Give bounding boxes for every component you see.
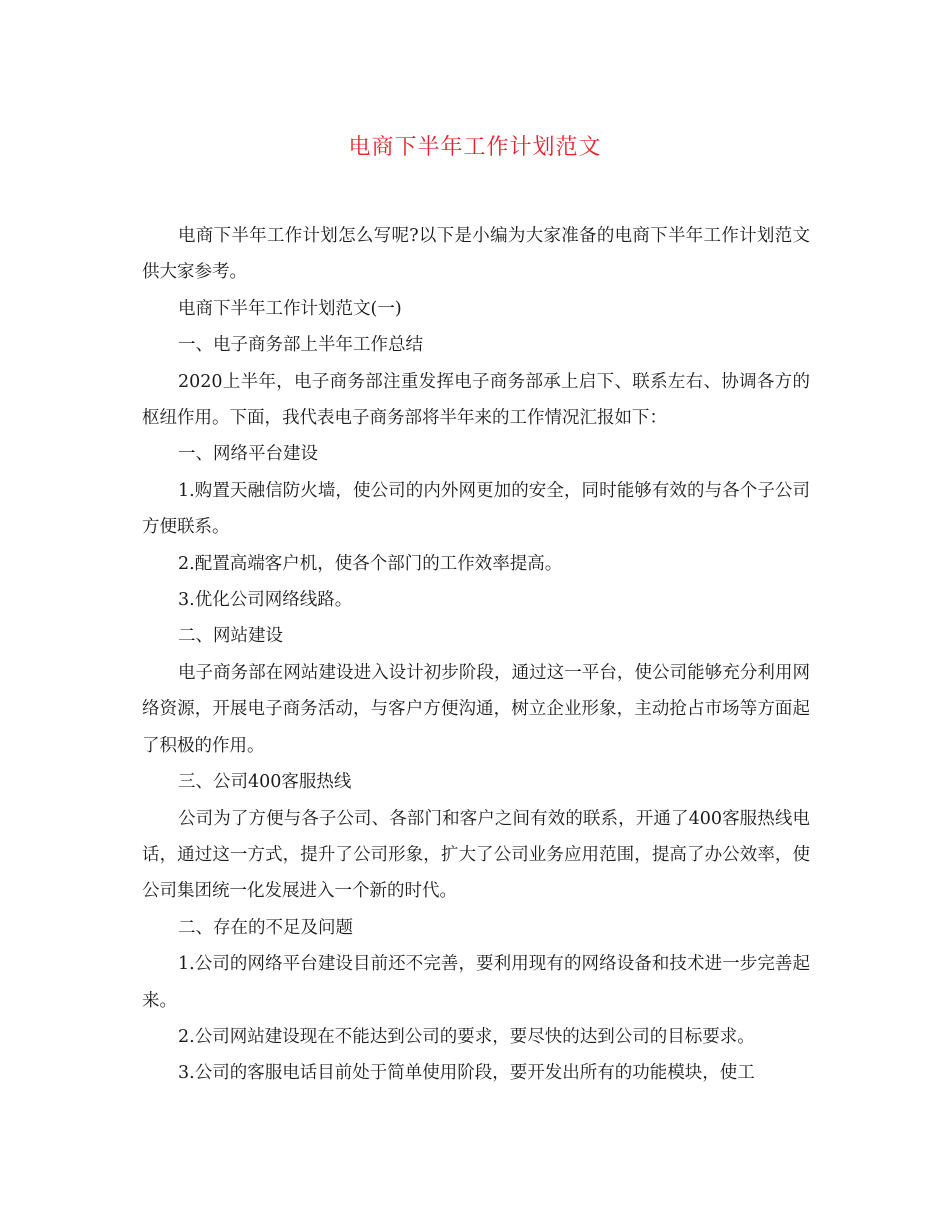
list-item-client-machines: 2.配置高端客户机，使各个部门的工作效率提高。 [178,553,563,574]
document-body [142,218,810,1092]
section-heading-first-half-summary: 一、电子商务部上半年工作总结 [178,335,423,356]
list-item-problem-hotline: 3.公司的客服电话目前处于简单使用阶段，要开发出所有的功能模块，使工 [178,1063,755,1084]
document-title: 电商下半年工作计划范文 [348,135,602,160]
website-paragraph: 电子商务部在网站建设进入设计初步阶段，通过这一平台，使公司能够充分利用网络资源，开展电子商务活动，与客户方便沟通，树立企业形象，主动抢占市场等方面起了积极的作用。 [142,662,810,756]
subheading-network-platform: 一、网络平台建设 [178,444,318,465]
section-heading-sample-one: 电商下半年工作计划范文(一) [178,298,402,319]
subheading-hotline: 三、公司400客服热线 [178,772,352,793]
hotline-paragraph: 公司为了方便与各子公司、各部门和客户之间有效的联系，开通了400客服热线电话，通过这一方式，提升了公司形象，扩大了公司业务应用范围，提高了办公效率，使公司集团统一化发展进入一个新的时代。 [142,808,810,902]
list-item-problem-website: 2.公司网站建设现在不能达到公司的要求，要尽快的达到公司的目标要求。 [178,1026,755,1047]
list-item-problem-network: 1.公司的网络平台建设目前还不完善，要利用现有的网络设备和技术进一步完善起来。 [142,954,810,1011]
summary-paragraph: 2020上半年，电子商务部注重发挥电子商务部承上启下、联系左右、协调各方的枢纽作用。下面，我代表电子商务部将半年来的工作情况汇报如下： [142,371,810,429]
list-item-network-lines: 3.优化公司网络线路。 [178,590,353,611]
subheading-problems: 二、存在的不足及问题 [178,917,353,938]
subheading-website: 二、网站建设 [178,626,283,647]
list-item-firewall: 1.购置天融信防火墙，使公司的内外网更加的安全，同时能够有效的与各个子公司方便联系。 [142,480,810,538]
intro-paragraph: 电商下半年工作计划怎么写呢?以下是小编为大家准备的电商下半年工作计划范文供大家参考。 [142,226,810,283]
